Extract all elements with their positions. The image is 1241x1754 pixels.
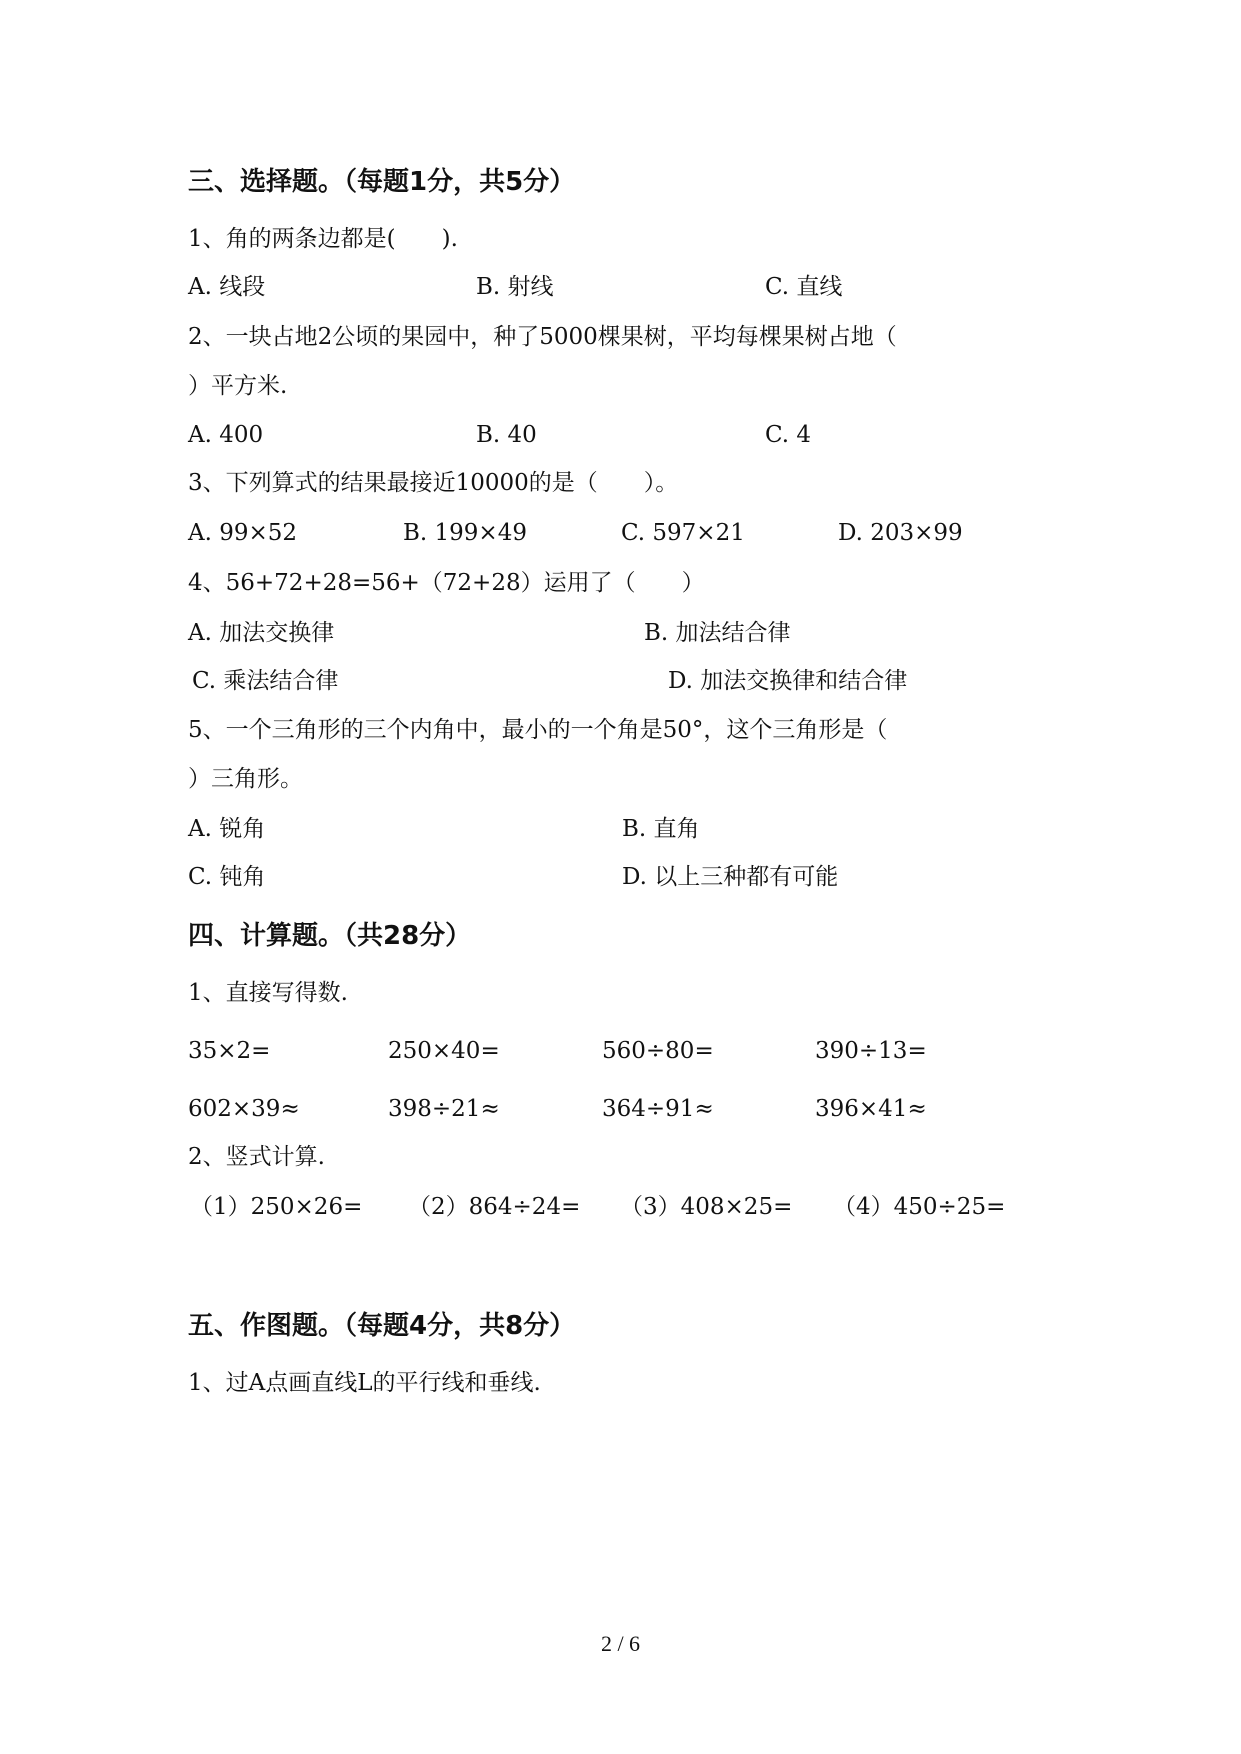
vertical-calc-item: （4）450÷25= [833,1194,1006,1220]
calc-item: 602×39≈ [188,1096,300,1122]
question-3-5-cont: ）三角形。 [188,766,303,792]
option-3-4-d: D. 加法交换律和结合律 [668,668,908,694]
section-title-choice: 三、选择题。（每题1分，共5分） [188,167,576,197]
question-5-1: 1、过A点画直线L的平行线和垂线. [188,1370,541,1396]
question-3-2-cont: ）平方米. [188,373,288,399]
calc-item: 364÷91≈ [602,1096,714,1122]
question-3-5: 5、一个三角形的三个内角中，最小的一个角是50°，这个三角形是（ [188,717,888,743]
option-3-1-c: C. 直线 [765,274,843,300]
calc-item: 560÷80= [602,1038,714,1064]
calc-item: 390÷13= [815,1038,927,1064]
vertical-calc-item: （2）864÷24= [408,1194,581,1220]
option-3-2-b: B. 40 [476,422,537,448]
option-3-5-b: B. 直角 [622,816,700,842]
option-3-2-c: C. 4 [765,422,812,448]
option-3-5-d: D. 以上三种都有可能 [622,864,839,890]
option-3-2-a: A. 400 [188,422,264,448]
section-title-calculation: 四、计算题。（共28分） [188,921,472,951]
option-3-3-d: D. 203×99 [838,520,963,546]
calc-item: 35×2= [188,1038,271,1064]
option-3-5-a: A. 锐角 [188,816,266,842]
option-3-4-c: C. 乘法结合律 [192,668,339,694]
question-3-1: 1、角的两条边都是( ). [188,226,458,252]
option-3-1-a: A. 线段 [188,274,266,300]
calc-item: 396×41≈ [815,1096,927,1122]
calc-item: 250×40= [388,1038,500,1064]
page-number: 2 / 6 [600,1631,641,1656]
vertical-calc-item: （3）408×25= [620,1194,793,1220]
question-4-2: 2、竖式计算. [188,1144,325,1170]
calc-item: 398÷21≈ [388,1096,500,1122]
section-title-drawing: 五、作图题。（每题4分，共8分） [188,1311,576,1341]
option-3-3-c: C. 597×21 [621,520,745,546]
option-3-5-c: C. 钝角 [188,864,266,890]
question-3-4: 4、56+72+28=56+（72+28）运用了（ ） [188,570,705,596]
option-3-1-b: B. 射线 [476,274,554,300]
option-3-3-b: B. 199×49 [403,520,527,546]
vertical-calc-item: （1）250×26= [190,1194,363,1220]
option-3-4-b: B. 加法结合律 [644,620,791,646]
option-3-3-a: A. 99×52 [188,520,298,546]
question-4-1: 1、直接写得数. [188,980,348,1006]
option-3-4-a: A. 加法交换律 [188,620,335,646]
question-3-2: 2、一块占地2公顷的果园中，种了5000棵果树，平均每棵果树占地（ [188,324,897,350]
question-3-3: 3、下列算式的结果最接近10000的是（ ）。 [188,470,679,496]
